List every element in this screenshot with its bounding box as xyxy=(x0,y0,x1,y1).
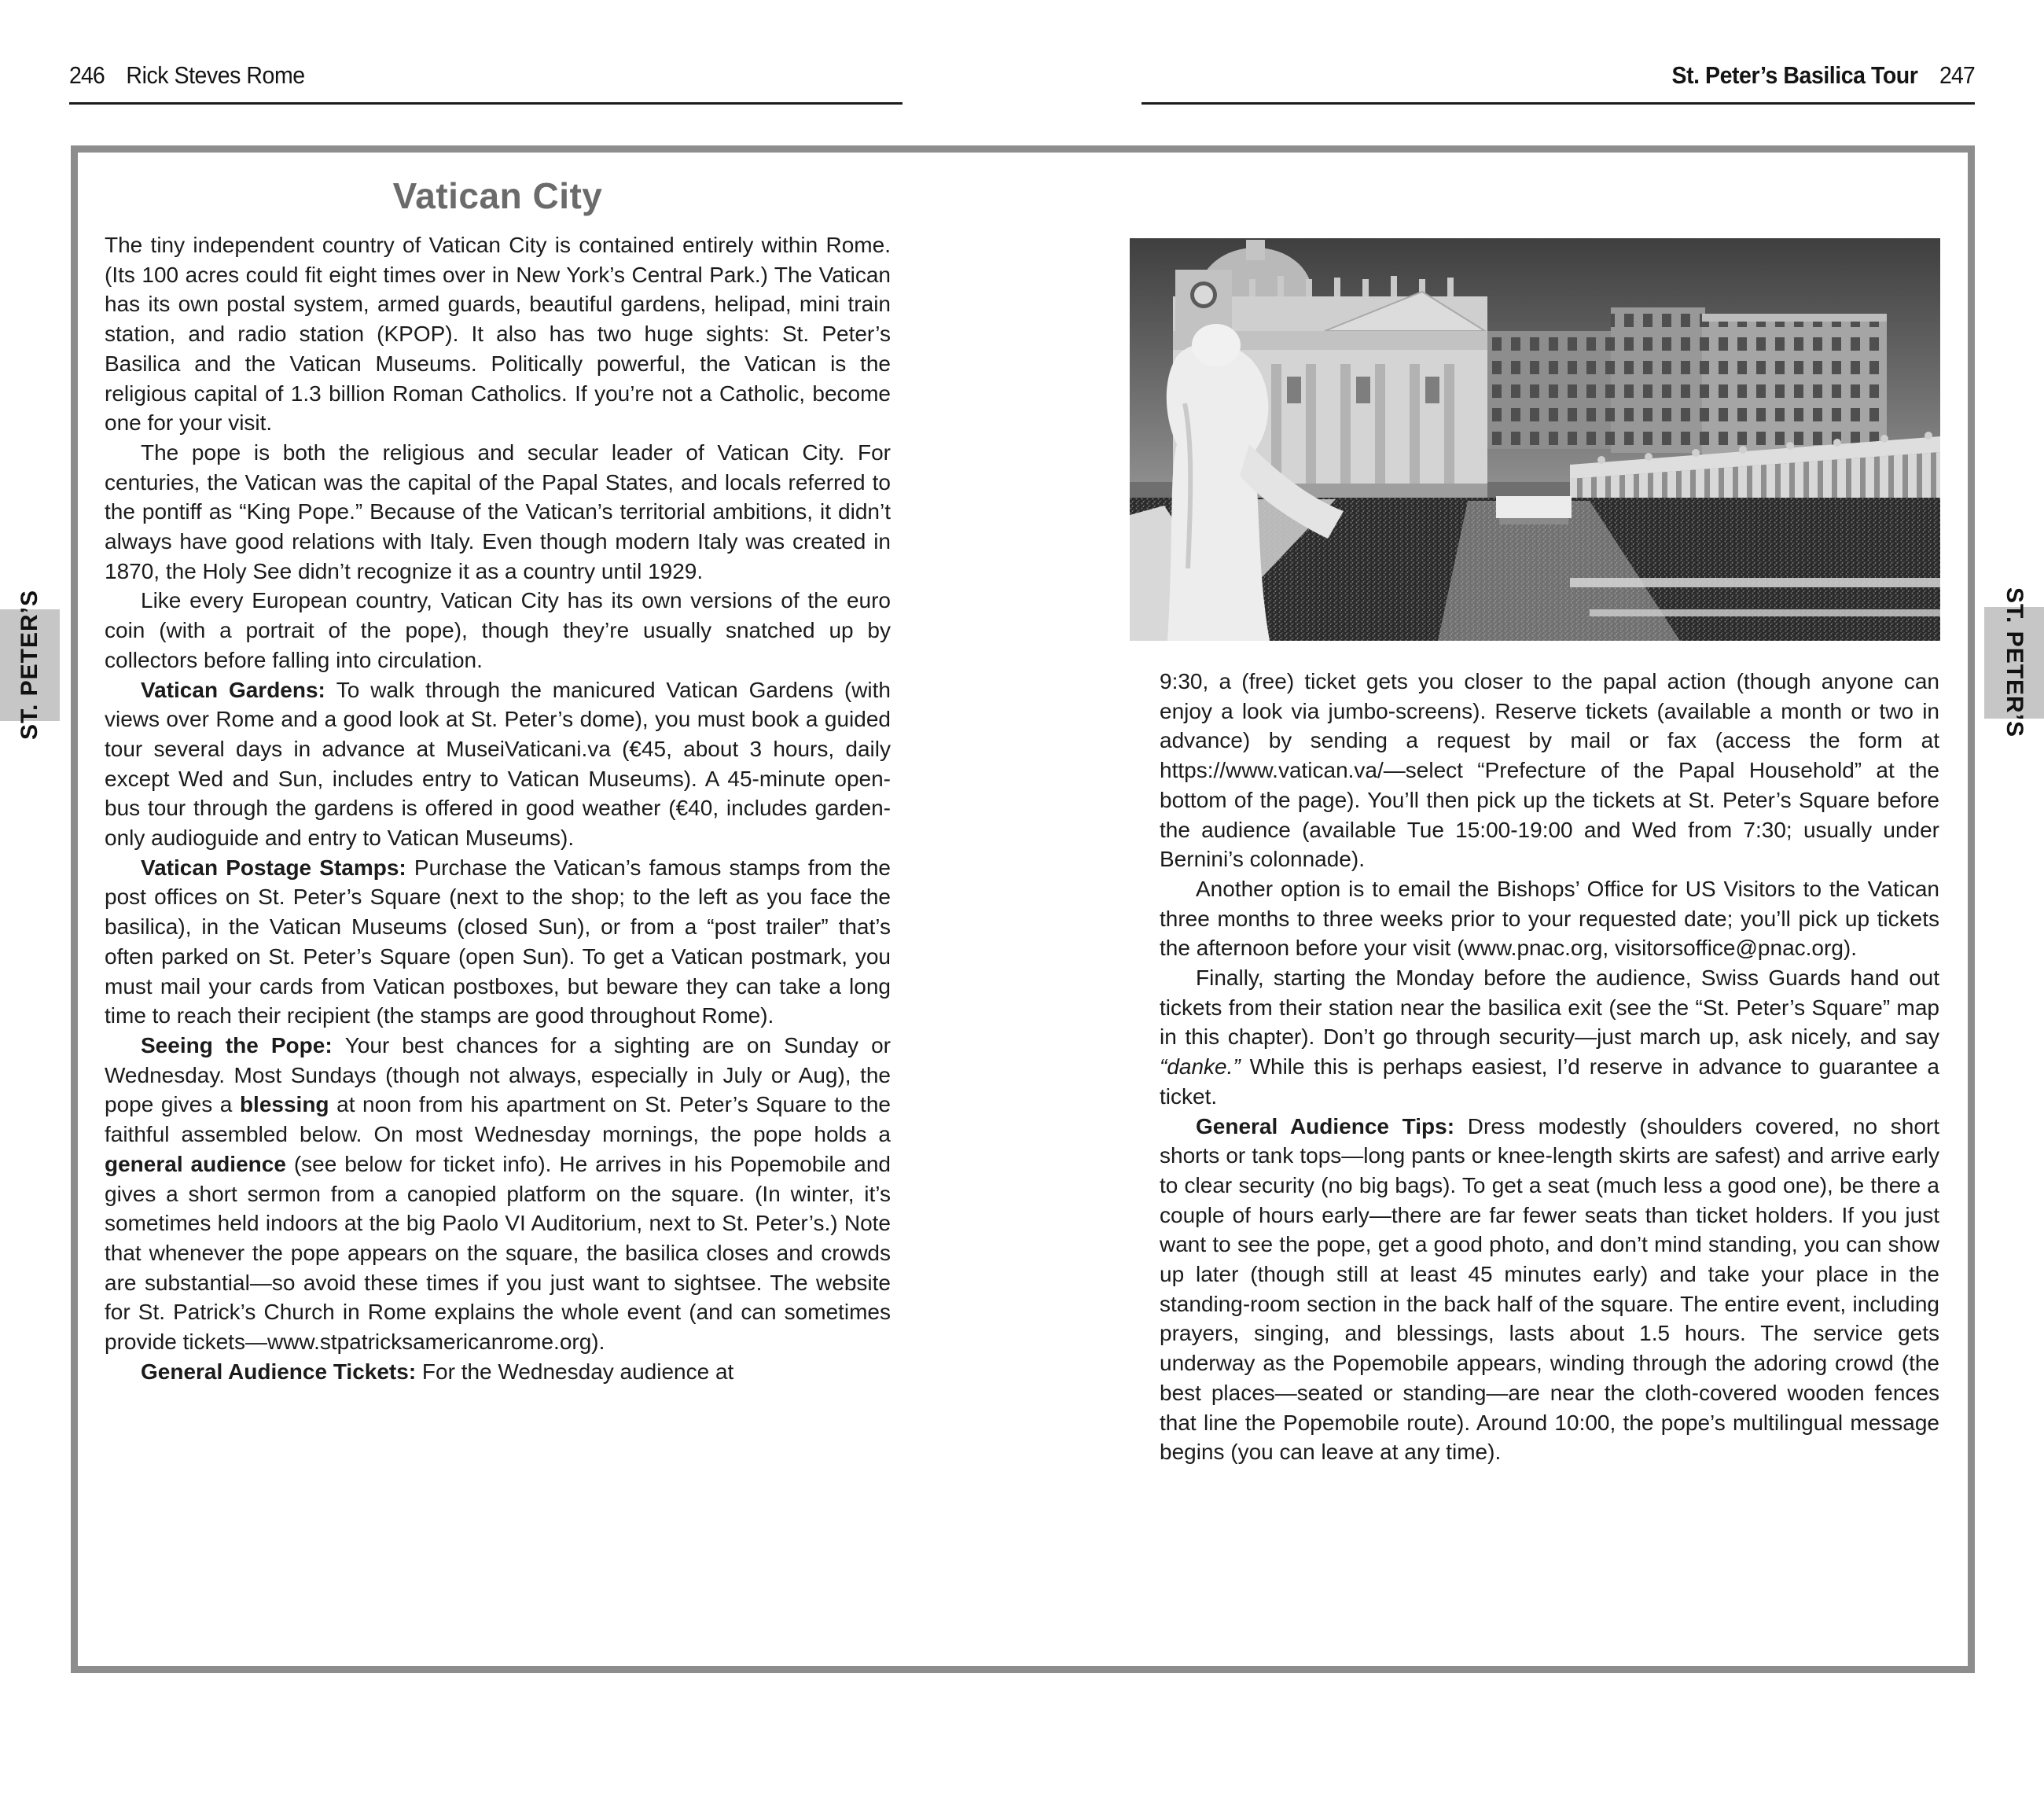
text-run: 9:30, a (free) ticket gets you closer to the papal action (though anyone can enjoy a look via jumbo-screens). Reserve tickets (available a month or two in advance) by sending a request by mail or fax (access the form at https://www.vatican.va/—select “Prefecture of the Papal Household” at the bottom of the page). You’ll then pick up the tickets at St. Peter’s Square before the audience (available Tue 15:00-19:00 and Wed from 7:30; usually under Bernini’s colonnade). xyxy=(1160,669,1939,872)
text-run: at noon from his apartment on St. Peter’s Square to the faithful assembled below. On most Wednesday mornings, the pope holds a xyxy=(105,1092,891,1147)
italic-text: “danke.” xyxy=(1160,1054,1241,1080)
left-page-header xyxy=(69,61,305,90)
right-header-rule xyxy=(1141,102,1975,105)
right-chapter-tab xyxy=(1984,587,2044,738)
text-run: (see below for ticket info). He arrives in his Popemobile and gives a short sermon from a canopied platform on the square. (In winter, it’s sometimes held indoors at the big Paolo VI Auditorium, next to St. Peter’s.) Note that whenever the pope appears on the square, the basilica closes and crowds are substantial—so avoid these times if you just want to sightsee. The website for St. Patrick’s Church in Rome explains the whole event (and can sometimes provide tickets—www.stpatricksamericanrome.org). xyxy=(105,1151,891,1355)
paragraph xyxy=(105,675,891,853)
bold-text: Vatican Postage Stamps: xyxy=(141,855,414,880)
left-running-head: Rick Steves Rome xyxy=(126,61,305,89)
text-run: Like every European country, Vatican City has its own versions of the euro coin (with a portrait of the pope), though they’re usually snatched up by collectors before falling into circulation. xyxy=(105,588,891,672)
right-page-number: 247 xyxy=(1939,61,1975,89)
text-run: Dress modestly (shoulders covered, no short shorts or tank tops—long pants or knee-length skirts are safest) and arrive early to clear security (no big bags). To get a seat (much less a good one), be there a couple of hours early—there are far fewer seats than ticket holders. If you just want to see the pope, get a good photo, and don’t mind standing, you can show up later (though still at least 45 minutes early) and take your place in the standing-room section in the back half of the square. The entire event, including prayers, singing, and blessings, lasts about 1.5 hours. The service gets underway as the Popemobile appears, winding through the adoring crowd (the best places—seated or standing—are near the cloth-covered wooden fences that line the Popemobile route). Around 10:00, the pope’s multilingual message begins (you can leave at any time). xyxy=(1160,1113,1939,1465)
papal-canopy-stage xyxy=(1496,496,1572,524)
text-run: The pope is both the religious and secular leader of Vatican City. For centuries, the Vatican was the capital of the Papal States, and locals referred to the pontiff as “King Pope.” Because of the Vatican’s territorial ambitions, it didn’t always have good relations with Italy. Even though modern Italy was created in 1870, the Holy See didn’t recognize it as a country until 1929. xyxy=(105,440,891,583)
text-run: For the Wednesday audience at xyxy=(421,1359,734,1384)
paragraph xyxy=(105,1031,891,1357)
text-run: To walk through the manicured Vatican Gardens (with views over Rome and a good look at St. Peter’s dome), you must book a guided tour several days in advance at MuseiVaticani.va (€45, about 3 hours, daily except Wed and Sun, includes entry to Vatican Museums). A 45-minute open-bus tour through the gardens is offered in good weather (€40, includes garden-only audioguide and entry to Vatican Museums). xyxy=(105,677,891,851)
left-chapter-tab xyxy=(0,590,60,741)
paragraph xyxy=(105,230,891,438)
paragraph xyxy=(105,586,891,675)
paragraph xyxy=(1160,667,1939,874)
bold-text: Vatican Gardens: xyxy=(141,677,336,702)
paragraph xyxy=(1160,963,1939,1112)
right-chapter-tab-label: ST. PETER’S xyxy=(2002,587,2027,738)
right-text-column xyxy=(1160,667,1939,1467)
bold-text: general audience xyxy=(105,1151,286,1176)
photo-illustration xyxy=(1130,238,1940,641)
bold-text: General Audience Tickets: xyxy=(141,1359,422,1384)
text-run: Your best chances for a sighting are on Sunday or Wednesday. Most Sundays (though not always, especially in July or Aug), the pope gives a xyxy=(105,1032,891,1117)
paragraph xyxy=(1160,874,1939,963)
bold-text: Seeing the Pope: xyxy=(141,1032,345,1057)
text-run: Another option is to email the Bishops’ Office for US Visitors to the Vatican three months to three weeks prior to your requested date; you’ll pick up tickets the afternoon before your visit (www.pnac.org, visitorsoffice@pnac.org). xyxy=(1160,876,1939,961)
right-running-head: St. Peter’s Basilica Tour xyxy=(1671,61,1918,89)
left-header-rule xyxy=(69,102,903,105)
text-run: Purchase the Vatican’s famous stamps from the post offices on St. Peter’s Square (next to the shop; to the left as you face the basilica), in the Vatican Museums (closed Sun), or from a “post trailer” that’s often parked on St. Peter’s Square (open Sun). To get a Vatican postmark, you must mail your cards from Vatican postboxes, but beware they can take a long time to reach their recipient (the stamps are good throughout Rome). xyxy=(105,855,891,1028)
paragraph xyxy=(1160,1112,1939,1467)
bold-text: blessing xyxy=(239,1092,329,1117)
left-text-column xyxy=(105,230,891,1386)
left-chapter-tab-label: ST. PETER’S xyxy=(17,590,42,741)
paragraph xyxy=(105,1357,891,1387)
paragraph xyxy=(105,438,891,587)
sidebar-title: Vatican City xyxy=(392,175,603,216)
text-run: Finally, starting the Monday before the audience, Swiss Guards hand out tickets from their station near the basilica exit (see the “St. Peter’s Square” map in this chapter). Don’t go through security—just march up, ask nicely, and say xyxy=(1160,966,1939,1050)
st-peters-square-photo xyxy=(1130,238,1940,641)
bold-text: General Audience Tips: xyxy=(1196,1113,1468,1138)
left-page-number: 246 xyxy=(69,61,105,89)
right-page-header xyxy=(1672,61,1975,90)
text-run: While this is perhaps easiest, I’d reserve in advance to guarantee a ticket. xyxy=(1160,1054,1939,1109)
text-run: The tiny independent country of Vatican City is contained entirely within Rome. (Its 100 acres could fit eight times over in New York’s Central Park.) The Vatican has its own postal system, armed guards, beautiful gardens, helipad, mini train station, and radio station (KPOP). It also has two huge sights: St. Peter’s Basilica and the Vatican Museums. Politically powerful, the Vatican is the religious capital of 1.3 billion Roman Catholics. If you’re not a Catholic, become one for your visit. xyxy=(105,233,891,436)
paragraph xyxy=(105,853,891,1031)
